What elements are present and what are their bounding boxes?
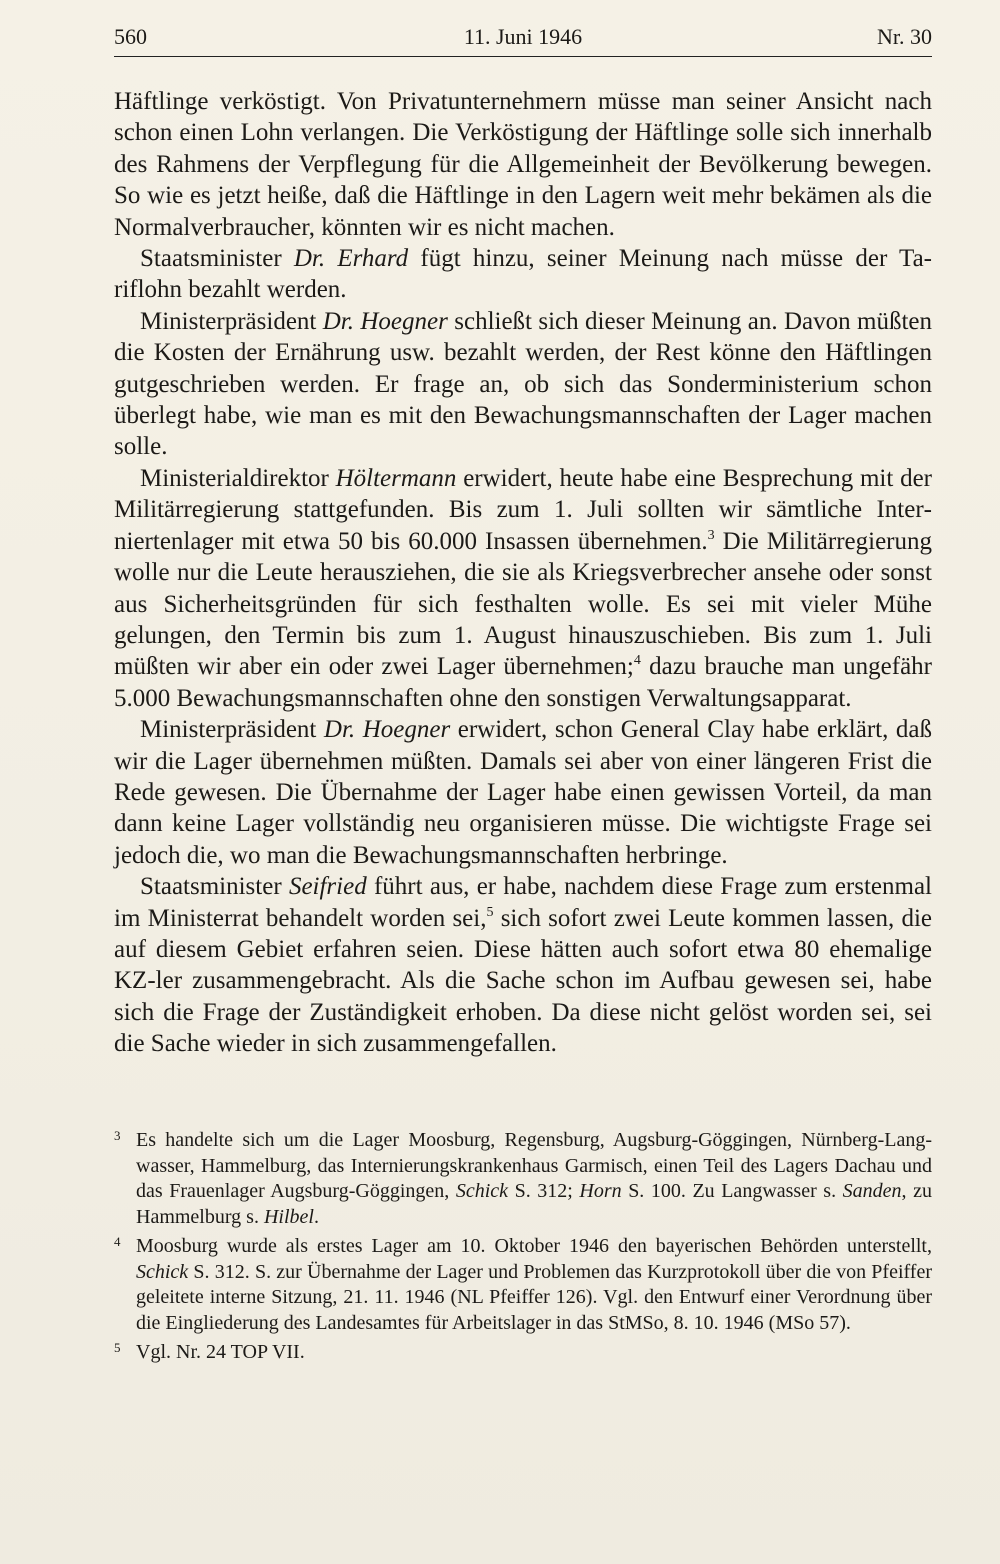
text-run: Ministerpräsident xyxy=(140,716,324,744)
text-run: S. 312; xyxy=(508,1180,580,1202)
text-run: erwidert, heute habe eine Besprechung mit der Militärregierung stattgefunden. Bis zum 1. Juli sollten wir sämtliche Interniertenlager mit etwa 50 bis 60.000 Insassen übernehmen. xyxy=(114,464,932,555)
text-run: , zu Hammelburg s. xyxy=(136,1180,932,1228)
text-run: schließt sich dieser Meinung an. Davon müßten die Kosten der Ernährung usw. bezahlt werden, der Rest könne den Häftlingen gutgeschrieben werden. Er frage an, ob sich das Sonderministerium schon überlegt habe, wie man es mit den Bewachungsmannschaften der Lager machen solle. xyxy=(114,307,932,461)
paragraph xyxy=(114,243,932,306)
italic-name: Hilbel xyxy=(263,1205,314,1228)
paragraph xyxy=(114,871,932,1059)
paragraph xyxy=(114,306,932,463)
header-date: 11. Juni 1946 xyxy=(463,24,583,49)
footnote-reference: 5 xyxy=(486,904,494,920)
italic-name: Dr. Hoegner xyxy=(323,716,451,744)
header-issue-number: Nr. 30 xyxy=(877,24,932,49)
text-run: S. 100. Zu Langwasser s. xyxy=(621,1180,843,1202)
text-run: Häftlinge verköstigt. Von Privatunternehmern müsse man seiner Ansicht nach schon einen Lohn verlangen. Die Verköstigung der Häftlinge solle sich innerhalb des Rahmens der Verpflegung für die Allgemeinheit der Bevölkerung bewegen. So wie es jetzt heiße, daß die Häftlinge in den Lagern weit mehr bekämen als die Normalverbraucher, könnten wir es nicht machen. xyxy=(114,88,932,241)
footnote-reference: 4 xyxy=(633,653,641,669)
text-run: führt aus, er habe, nachdem diese Frage zum erstenmal im Ministerrat behandelt worden sei, xyxy=(114,873,933,932)
italic-name: Dr. Hoegner xyxy=(322,307,448,335)
text-run: fügt hinzu, seiner Meinung nach müsse der Tariflohn bezahlt werden. xyxy=(114,245,932,304)
text-run: Es handelte sich um die Lager Moosburg, Regensburg, Augsburg-Göggingen, Nürnberg-Langwasser, Hammelburg, das Internierungskrankenhaus Garmisch, einen Teil des Lagers Dachau und das Frauenlager Augsburg-Göggingen, xyxy=(136,1129,932,1202)
italic-name: Dr. Erhard xyxy=(293,245,409,273)
footnote-number: 3 xyxy=(114,1128,121,1143)
paragraph xyxy=(114,463,932,714)
page-header xyxy=(114,22,932,57)
text-run: erwidert, schon General Clay habe erklärt, daß wir die Lager übernehmen müßten. Damals sei aber von einer längeren Frist die Rede gewesen. Die Übernahme der Lager habe einen gewissen Vorteil, da man dann keine Lager vollständig neu organisieren müsse. Die wichtigste Frage sei jedoch die, wo man die Bewachungsmannschaften herbringe. xyxy=(114,716,932,869)
paragraph xyxy=(114,714,932,871)
italic-name: Seifried xyxy=(288,873,367,901)
text-run: . xyxy=(313,1205,319,1228)
italic-name: Schick xyxy=(455,1180,509,1202)
text-run: Ministerialdirektor xyxy=(140,464,336,492)
footnote-reference: 3 xyxy=(707,527,715,543)
italic-name: Horn xyxy=(579,1180,622,1202)
footnote xyxy=(114,1234,932,1336)
footnote xyxy=(114,1340,932,1366)
footnote xyxy=(114,1128,932,1230)
text-run: S. 312. S. zur Übernahme der Lager und Problemen das Kurzprotokoll über die von Pfeiffer geleitete interne Sitzung, 21. 11. 1946 (NL Pfeiffer 126). Vgl. den Entwurf einer Verordnung über die Eingliederung des Landesamtes für Arbeitslager in das StMSo, 8. 10. 1946 (MSo 57). xyxy=(136,1260,932,1334)
footnote-number: 4 xyxy=(114,1234,121,1249)
text-run: Vgl. Nr. 24 TOP VII. xyxy=(136,1341,305,1363)
page-number: 560 xyxy=(114,24,147,49)
text-run: Die Militärregierung wolle nur die Leute herausziehen, die sie als Kriegsverbrecher ansehe oder sonst aus Sicherheitsgründen für sich festhalten wolle. Es sei mit vieler Mühe gelungen, den Termin bis zum 1. August hinauszuschieben. Bis zum 1. Juli müßten wir aber ein oder zwei Lager übernehmen; xyxy=(114,527,933,681)
text-run: Staatsminister xyxy=(140,873,289,901)
text-run: Moosburg wurde als erstes Lager am 10. Oktober 1946 den bayerischen Behörden unterstellt, xyxy=(136,1235,932,1257)
footnotes xyxy=(114,1128,932,1370)
text-run: sich sofort zwei Leute kommen lassen, die auf diesem Gebiet erfahren seien. Diese hätten auch sofort etwa 80 ehemalige KZ-ler zusammengebracht. Als die Sache schon im Aufbau gewesen sei, habe sich die Frage der Zuständigkeit erhoben. Da diese nicht gelöst worden sei, sei die Sache wieder in sich zusammengefallen. xyxy=(114,904,932,1058)
main-text xyxy=(114,86,932,1060)
text-run: Staatsminister xyxy=(140,245,294,273)
footnote-number: 5 xyxy=(114,1340,121,1355)
italic-name: Schick xyxy=(136,1260,189,1283)
paragraph xyxy=(114,86,932,243)
text-run: Ministerpräsident xyxy=(140,307,323,335)
italic-name: Sanden xyxy=(842,1180,902,1202)
text-run: dazu brauche man ungefähr 5.000 Bewachungsmannschaften ohne den sonstigen Verwaltungsapparat. xyxy=(114,653,932,712)
italic-name: Höltermann xyxy=(335,464,457,492)
